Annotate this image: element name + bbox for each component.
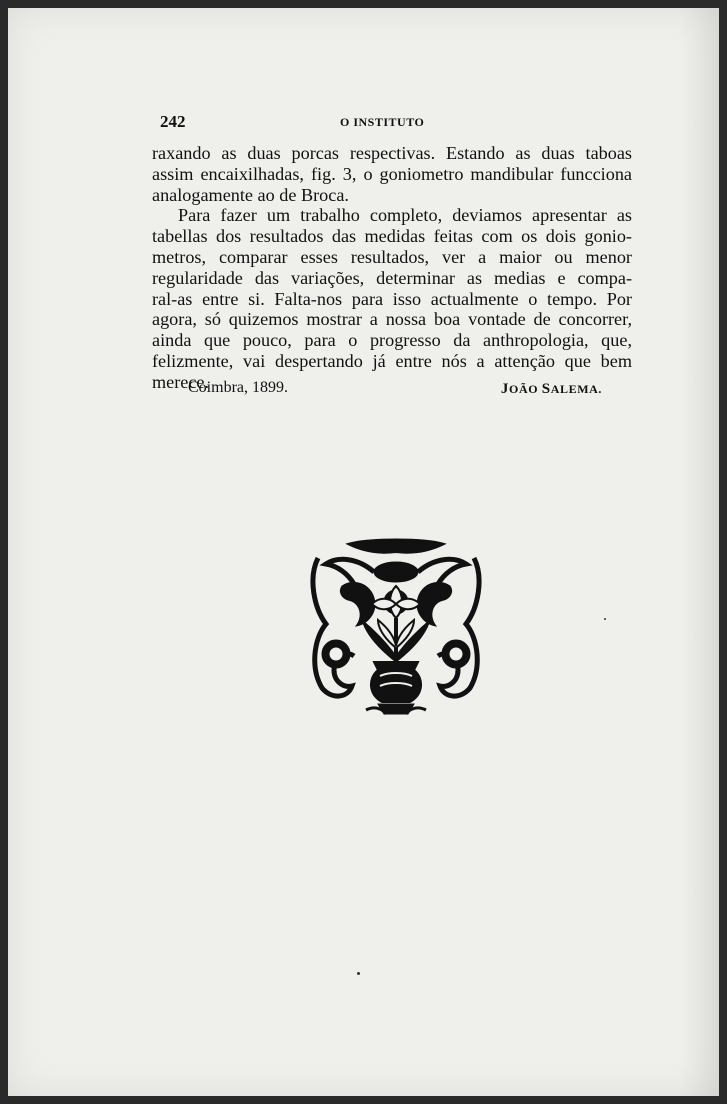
- text-line: agora, só quizemos mostrar a nossa boa vontade de concorrer,: [152, 309, 632, 330]
- floral-vase-ornament-icon: [308, 538, 484, 718]
- text-line: analogamente ao de Broca.: [152, 184, 349, 205]
- signature-line: [152, 379, 632, 401]
- running-head: [160, 112, 640, 134]
- text-line: Para fazer um trabalho completo, deviamos apresentar as: [178, 205, 632, 226]
- text-line: regularidade das variações, determinar as medias e compa-: [152, 267, 632, 288]
- place-date: Coimbra, 1899.: [188, 379, 288, 396]
- page-number: 242: [160, 112, 186, 131]
- text-line: ainda que pouco, para o progresso da anthropologia, que,: [152, 330, 632, 351]
- text-line: felizmente, vai despertando já entre nós a attenção que bem: [152, 350, 632, 371]
- text-line: ral-as entre si. Falta-nos para isso actualmente o tempo. Por: [152, 288, 632, 309]
- journal-title: O INSTITUTO: [340, 115, 425, 129]
- text-line: metros, comparar esses resultados, ver a maior ou menor: [152, 246, 632, 267]
- text-line: tabellas dos resultados das medidas feitas com os dois gonio-: [152, 226, 632, 247]
- author-name: JOÃO SALEMA.: [500, 381, 602, 397]
- text-line: merece.: [152, 371, 210, 392]
- text-line: assim encaixilhadas, fig. 3, o goniometro mandibular funcciona: [152, 163, 632, 184]
- text-line: raxando as duas porcas respectivas. Estando as duas taboas: [152, 143, 632, 163]
- body-text: [152, 143, 632, 393]
